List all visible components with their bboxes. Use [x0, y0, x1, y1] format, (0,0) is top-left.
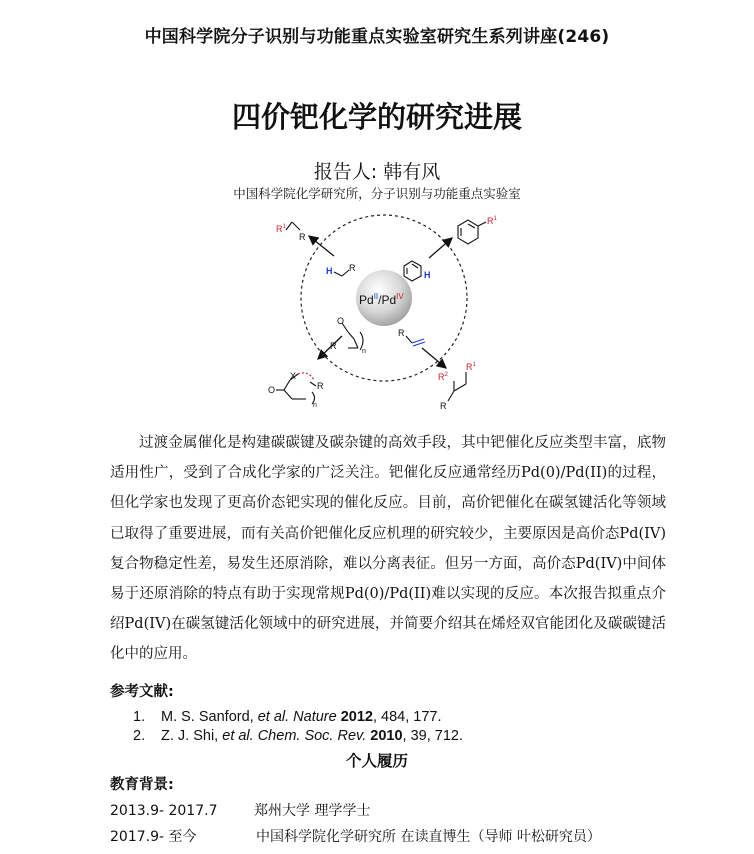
- label-r1-outer: $R^1$: [466, 362, 476, 372]
- label-h-inner-left: H: [326, 266, 333, 276]
- reference-year: 2010: [370, 728, 403, 744]
- reference-year: 2012: [340, 709, 373, 725]
- speaker-line: 报告人: 韩有风: [313, 161, 441, 183]
- reference-item: [133, 727, 463, 746]
- label-n-outer: n: [313, 402, 317, 409]
- label-r2-outer: $R^2$: [438, 372, 448, 382]
- label-r-inner-alkene: R: [398, 328, 405, 338]
- reference-number: 1.: [133, 709, 146, 725]
- education-period: 2013.9- 2017.7: [110, 803, 218, 819]
- label-h-inner-right: H: [424, 270, 431, 280]
- education-entry: [110, 800, 370, 820]
- reference-volume-pages: , 484, 177.: [373, 709, 442, 725]
- references-heading: 参考文献:: [110, 684, 174, 700]
- reference-journal: et al. Chem. Soc. Rev.: [222, 728, 371, 744]
- references-list: [133, 708, 463, 746]
- label-r-inner-ketone: R: [330, 341, 337, 351]
- label-r-inner-left: R: [349, 263, 356, 273]
- label-n-inner: n: [362, 348, 366, 355]
- education-entry: [110, 826, 601, 846]
- product-difunctional: [448, 372, 466, 401]
- main-title: 四价钯化学的研究进展: [231, 100, 522, 134]
- series-title: 中国科学院分子识别与功能重点实验室研究生系列讲座(246): [144, 27, 610, 47]
- reference-authors: M. S. Sanford,: [161, 709, 258, 725]
- substrate-arene: [404, 261, 421, 281]
- education-detail: 中国科学院化学研究所 在读直博生（导师 叶松研究员）: [256, 829, 601, 845]
- education-detail: 郑州大学 理学学士: [254, 803, 371, 819]
- pd-center-label: $Pd^{II}/Pd^{IV}$: [359, 292, 404, 307]
- reference-item: [133, 708, 463, 727]
- arrow-top-left: [309, 236, 334, 256]
- abstract-paragraph: 过渡金属催化是构建碳碳键及碳杂键的高效手段，其中钯催化反应类型丰富，底物适用性广，受到了合成化学家的广泛关注。钯催化反应通常经历Pd(0)/Pd(II)的过程，但化学家也发现了更高价态钯实现的催化反应。目前，高价钯催化在碳氢键活化等领域已取得了重要进展，而有关高价钯催化反应机理的研究较少，主要原因是高价态Pd(IV)复合物稳定性差，易发生还原消除，难以分离表征。但另一方面，高价态Pd(IV)中间体易于还原消除的特点有助于实现常规Pd(0)/Pd(II)难以实现的反应。本次报告拟重点介绍Pd(IV)在碳氢键活化领域中的研究进展，并简要介绍其在烯烃双官能团化及碳碳键活化中的应用。: [110, 435, 666, 663]
- arrow-bottom-right: [422, 348, 446, 368]
- label-o-outer: O: [268, 385, 276, 395]
- speaker-affiliation: 中国科学院化学研究所，分子识别与功能重点实验室: [233, 186, 521, 201]
- reference-authors: Z. J. Shi,: [161, 728, 223, 744]
- education-heading: 教育背景:: [110, 777, 174, 793]
- label-o-inner: O: [337, 316, 345, 326]
- education-period: 2017.9- 至今: [110, 829, 197, 845]
- reference-number: 2.: [133, 728, 146, 744]
- label-r-outer-bottom: R: [440, 401, 447, 411]
- arrow-top-right: [429, 238, 452, 258]
- reference-volume-pages: , 39, 712.: [402, 728, 463, 744]
- label-r1-top-left: $R^1$: [276, 224, 286, 234]
- cv-heading: 个人履历: [345, 752, 408, 770]
- label-r1-top-right: $R^1$: [487, 216, 497, 226]
- reference-journal: et al. Nature: [257, 709, 341, 725]
- substrate-ketone: [342, 323, 363, 350]
- product-alkyl: [286, 222, 300, 230]
- product-aryl: [458, 220, 486, 244]
- label-x-outer: X: [290, 371, 297, 381]
- label-r-top-left: R: [299, 232, 306, 242]
- label-r-outer: R: [317, 381, 324, 391]
- reaction-scheme: [254, 208, 514, 418]
